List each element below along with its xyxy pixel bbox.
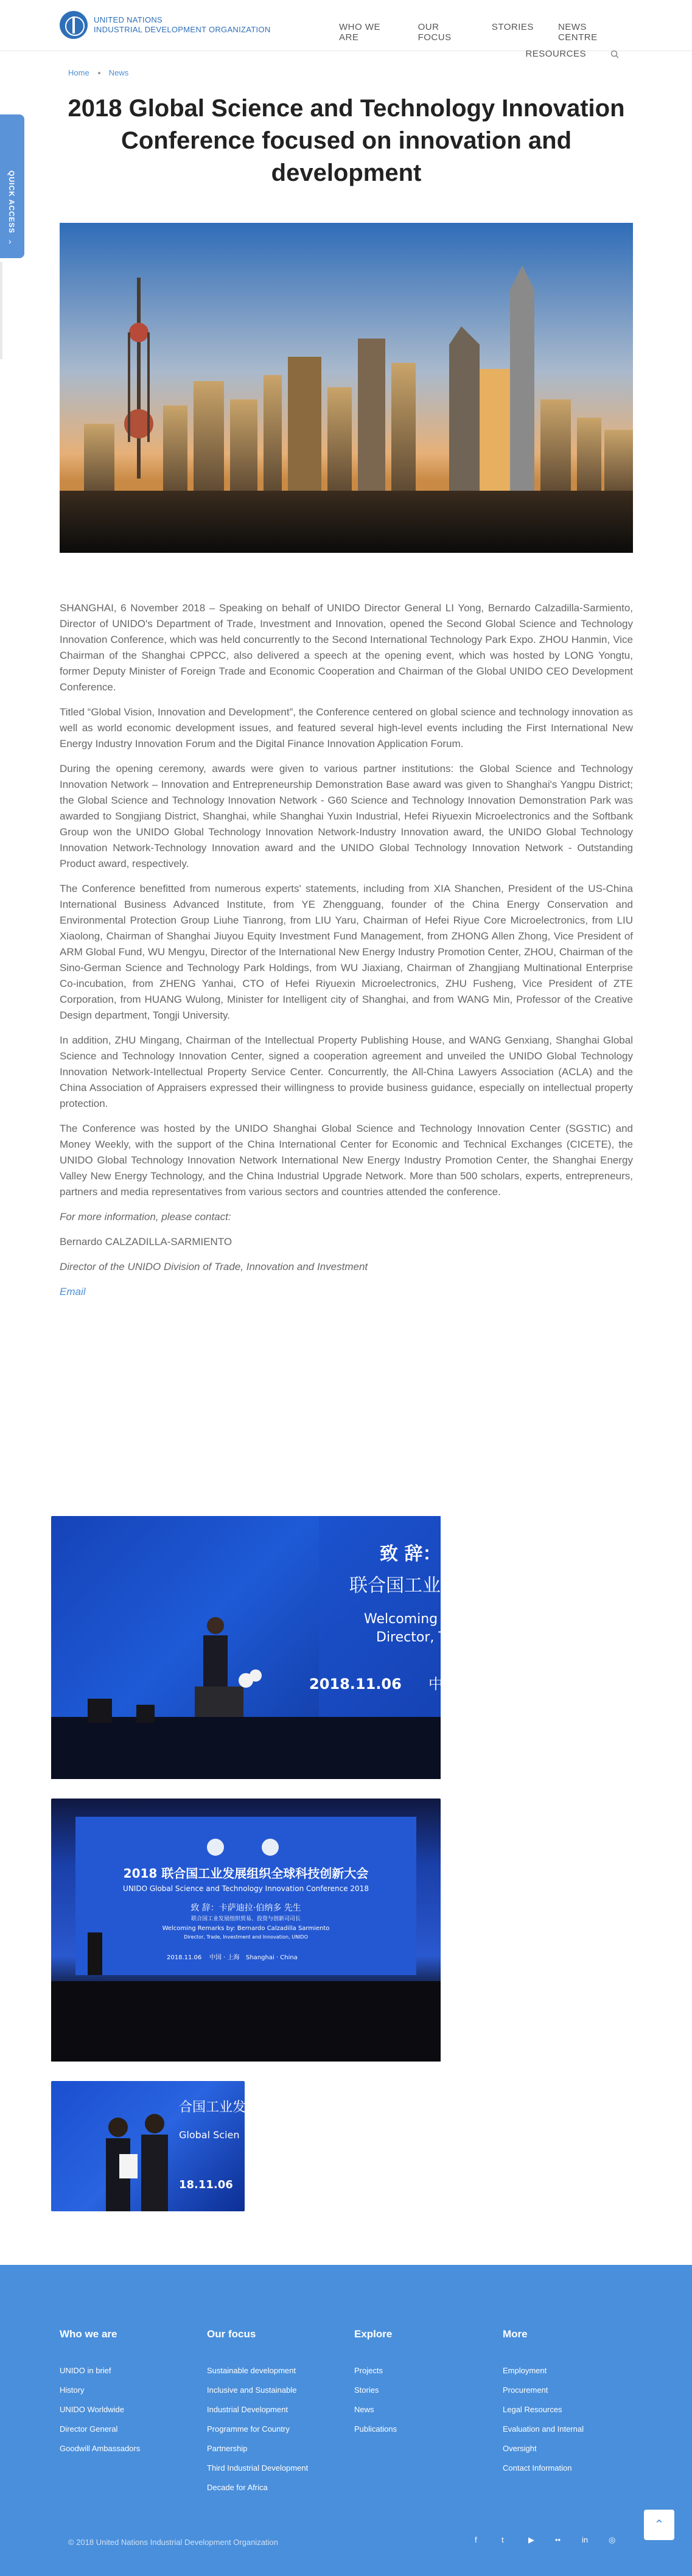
nav-who-we-are[interactable]: WHO WE ARE (339, 22, 380, 43)
nav-stories[interactable]: STORIES (491, 22, 534, 32)
contact-intro: For more information, please contact: (60, 1211, 231, 1223)
footer-link[interactable]: Legal Resources (503, 2405, 562, 2414)
twitter-icon[interactable]: t (502, 2535, 504, 2544)
nav-news-centre[interactable]: NEWS CENTRE (557, 22, 598, 43)
instagram-icon[interactable]: ◎ (609, 2535, 616, 2544)
banner-cn-line1: 致 辞： (380, 1543, 441, 1565)
facebook-icon[interactable]: f (475, 2535, 477, 2544)
site-footer (0, 2265, 692, 2576)
nav-resources[interactable]: RESOURCES (525, 49, 586, 59)
breadcrumb (68, 68, 128, 77)
quick-access-label: QUICK ACCESS (7, 170, 16, 234)
footer-col-our-focus (207, 2328, 341, 2497)
footer-link[interactable]: Contact Information (503, 2463, 572, 2472)
article-paragraph: During the opening ceremony, awards were given to various partner institutions: the Global Science and Technology Innovation Network – Innovation and Entrepreneurship Demonstration Base award was given to Shanghai's Yangpu District; the Global Science and Technology Innovation Network - G60 Science and Technology Innovation Demonstration Park was awarded to Songjiang District, Shanghai, while Shanghai Yuxin Industrial, Hefei Riyuexin Microelectronics and the Softbank Group won the UNIDO Global Technology Innovation Network-Industry Innovation award, the UNIDO Global Technology Innovation Network-Technology Innovation award and the UNIDO Global Technology Innovation Network - Outstanding Product award, respectively. (60, 763, 633, 869)
unido-logo[interactable] (60, 11, 271, 39)
footer-heading: Who we are (60, 2328, 117, 2340)
footer-link[interactable]: Oversight (503, 2444, 537, 2453)
hall-place-en: Shanghai · China (246, 1954, 298, 1961)
photo-hall-illustration (51, 1799, 441, 2062)
breadcrumb-news[interactable]: News (108, 68, 129, 77)
award-banner-date: 18.11.06 (179, 2178, 233, 2191)
footer-link[interactable]: Publications (354, 2424, 397, 2434)
footer-link[interactable]: UNIDO in brief (60, 2366, 111, 2375)
hero-image-shanghai-skyline (60, 223, 633, 553)
hall-speaker-cn: 致 辞：卡萨迪拉·伯纳多 先生 (190, 1903, 301, 1913)
article-paragraph: The Conference was hosted by the UNIDO Shanghai Global Science and Technology Innovation Center (SGSTIC) and Money Weekly, with the support of the China International Center for Economic and Technical Exchanges (CICETE), the UNIDO Global Technology Innovation Network International New Energy Industry Promotion Center, the Shanghai Energy Valley New Energy Technology, and the China Industrial Upgrade Network. More than 500 scholars, experts, entrepreneurs, partners and media representatives from various sectors and countries attended the conference. (60, 1123, 633, 1198)
flickr-icon[interactable]: •• (555, 2535, 561, 2544)
footer-link[interactable]: Goodwill Ambassadors (60, 2444, 141, 2453)
logo-text (94, 15, 271, 35)
hall-title-cn: 2018 联合国工业发展组织全球科技创新大会 (123, 1866, 369, 1881)
quick-access-tab[interactable] (0, 114, 24, 258)
main-nav (339, 22, 619, 59)
footer-col-more (503, 2328, 637, 2478)
contact-email-link[interactable]: Email (60, 1286, 86, 1297)
banner-date-cn: 中 (428, 1676, 443, 1693)
logo-line-2: INDUSTRIAL DEVELOPMENT ORGANIZATION (94, 25, 271, 34)
article-paragraph: SHANGHAI, 6 November 2018 – Speaking on behalf of UNIDO Director General LI Yong, Bernardo Calzadilla-Sarmiento, Director of UNIDO's Department of Trade, Investment and Innovation, opened the Second Global Science and Technology Innovation Conference, which was held concurrently to the Second International Technology Park Expo. ZHOU Hanmin, Vice Chairman of the Shanghai CPPCC, also delivered a speech at the opening event, which was hosted by LONG Yongtu, former Deputy Minister of Foreign Trade and Economic Cooperation and Chairman of the Global UNIDO CEO Development Conference. (60, 602, 633, 693)
site-header (0, 0, 692, 59)
copyright-text: © 2018 United Nations Industrial Development Organization (68, 2538, 278, 2547)
photo-award-illustration (51, 2081, 245, 2211)
contact-title: Director of the UNIDO Division of Trade, Innovation and Investment (60, 1261, 368, 1272)
hall-date: 2018.11.06 (167, 1954, 202, 1961)
gallery-photo-award[interactable] (51, 2081, 245, 2211)
footer-link[interactable]: Programme for Country (207, 2424, 290, 2434)
footer-link[interactable]: Sustainable development (207, 2366, 296, 2375)
breadcrumb-separator (98, 72, 100, 74)
footer-link[interactable]: Evaluation and Internal (503, 2424, 584, 2434)
footer-link[interactable]: History (60, 2385, 85, 2395)
article-paragraph: The Conference benefitted from numerous experts' statements, including from XIA Shanchen, President of the US-China International Business Advanced Institute, from YE Zhengguang, founder of the China Energy Conservation and Environmental Protection Group Liuhe Tianrong, from LIU Yaru, Chairman of Hefei Riyue Core Microelectronics, from LIU Xiaolong, Chairman of Shanghai Jiuyou Equity Investment Fund Management, from ZHONG Allen Zhong, Vice President of ARM Global Fund, WU Mengyu, Director of the International New Energy Industry Promotion Center, ZHOU, Chairman of the Sino-German Science and Technology Park Holdings, from WU Jiaxiang, Chairman of Zhangjiang Multinational Enterprise Co-incubation, from ZHENG Yanhai, CTO of Hefei Riyuexin Microelectronics, ZHU Fusheng, Vice President of ZTE Corporation, from HUANG Wulong, Minister for Intelligent city of Shanghai, and from WANG Min, Professor of the Creative Design department, Tongji University. (60, 883, 633, 1021)
side-divider (0, 262, 2, 359)
gallery-photo-conference-hall[interactable] (51, 1799, 441, 2062)
footer-heading: Our focus (207, 2328, 256, 2340)
footer-link[interactable]: Industrial Development (207, 2405, 288, 2414)
un-emblem-icon (60, 11, 88, 39)
chevron-right-icon: › (9, 236, 12, 246)
logo-line-1: UNITED NATIONS (94, 15, 163, 24)
footer-link[interactable]: UNIDO Worldwide (60, 2405, 124, 2414)
hall-speaker-en: Welcoming Remarks by: Bernardo Calzadilla Sarmiento (162, 1925, 330, 1932)
banner-date: 2018.11.06 (309, 1676, 402, 1693)
breadcrumb-home[interactable]: Home (68, 68, 89, 77)
skyline-illustration (60, 223, 633, 553)
award-banner-en: Global Scien (179, 2129, 240, 2141)
article-body (60, 600, 633, 1309)
hall-speaker-en2: Director, Trade, Investment and Innovation, UNIDO (184, 1934, 308, 1940)
footer-link[interactable]: Partnership (207, 2444, 248, 2453)
banner-cn-line2: 联合国工业 (349, 1575, 441, 1596)
footer-heading: More (503, 2328, 528, 2340)
youtube-icon[interactable]: ▶ (528, 2535, 534, 2544)
page-title: 2018 Global Science and Technology Innovation Conference focused on innovation and development (68, 95, 625, 186)
linkedin-icon[interactable]: in (582, 2535, 589, 2544)
hall-place-cn: 中国 · 上海 (209, 1954, 240, 1961)
back-to-top-button[interactable]: ⌃ (644, 2510, 674, 2540)
banner-en-line1: Welcoming Remar (364, 1612, 486, 1627)
footer-link[interactable]: Director General (60, 2424, 118, 2434)
banner-en-line2: Director, T (376, 1630, 447, 1645)
hall-title-en: UNIDO Global Science and Technology Innovation Conference 2018 (123, 1884, 369, 1893)
article-paragraph: In addition, ZHU Mingang, Chairman of the Intellectual Property Publishing House, and WANG Genxiang, Shanghai Global Science and Technology Innovation Center, signed a cooperation agreement and unveiled the UNIDO Global Technology Innovation Network-Intellectual Property Service Center. Concurrently, the All-China Lawyers Association (ACLA) and the China Association of Appraisers expressed their willingness to provide business guidance, especially on intellectual property protection. (60, 1034, 633, 1109)
footer-col-who-we-are (60, 2328, 194, 2458)
footer-link[interactable]: Stories (354, 2385, 379, 2395)
footer-link[interactable]: Procurement (503, 2385, 548, 2395)
contact-name: Bernardo CALZADILLA-SARMIENTO (60, 1236, 232, 1248)
footer-link[interactable]: News (354, 2405, 374, 2414)
footer-link[interactable]: Employment (503, 2366, 547, 2375)
footer-heading: Explore (354, 2328, 393, 2340)
award-banner-cn: 合国工业发 (179, 2100, 246, 2115)
nav-our-focus[interactable]: OUR FOCUS (418, 22, 452, 43)
photo-speaker-illustration (51, 1516, 486, 1779)
search-icon[interactable] (610, 50, 619, 58)
gallery-photo-speaker[interactable] (51, 1516, 486, 1779)
footer-link[interactable]: Third Industrial Development (207, 2463, 309, 2472)
footer-link[interactable]: Inclusive and Sustainable (207, 2385, 297, 2395)
article-paragraph: Titled “Global Vision, Innovation and Development”, the Conference centered on global science and technology innovation as well as world economic development issues, and featured several high-level events including the First International New Energy Industry Innovation Forum and the Digital Finance Innovation Application Forum. (60, 706, 633, 749)
footer-col-explore (354, 2328, 488, 2439)
hall-speaker-cn2: 联合国工业发展组织贸易、投资与创新司司长 (190, 1916, 301, 1922)
footer-link[interactable]: Projects (354, 2366, 383, 2375)
footer-link[interactable]: Decade for Africa (207, 2483, 268, 2492)
